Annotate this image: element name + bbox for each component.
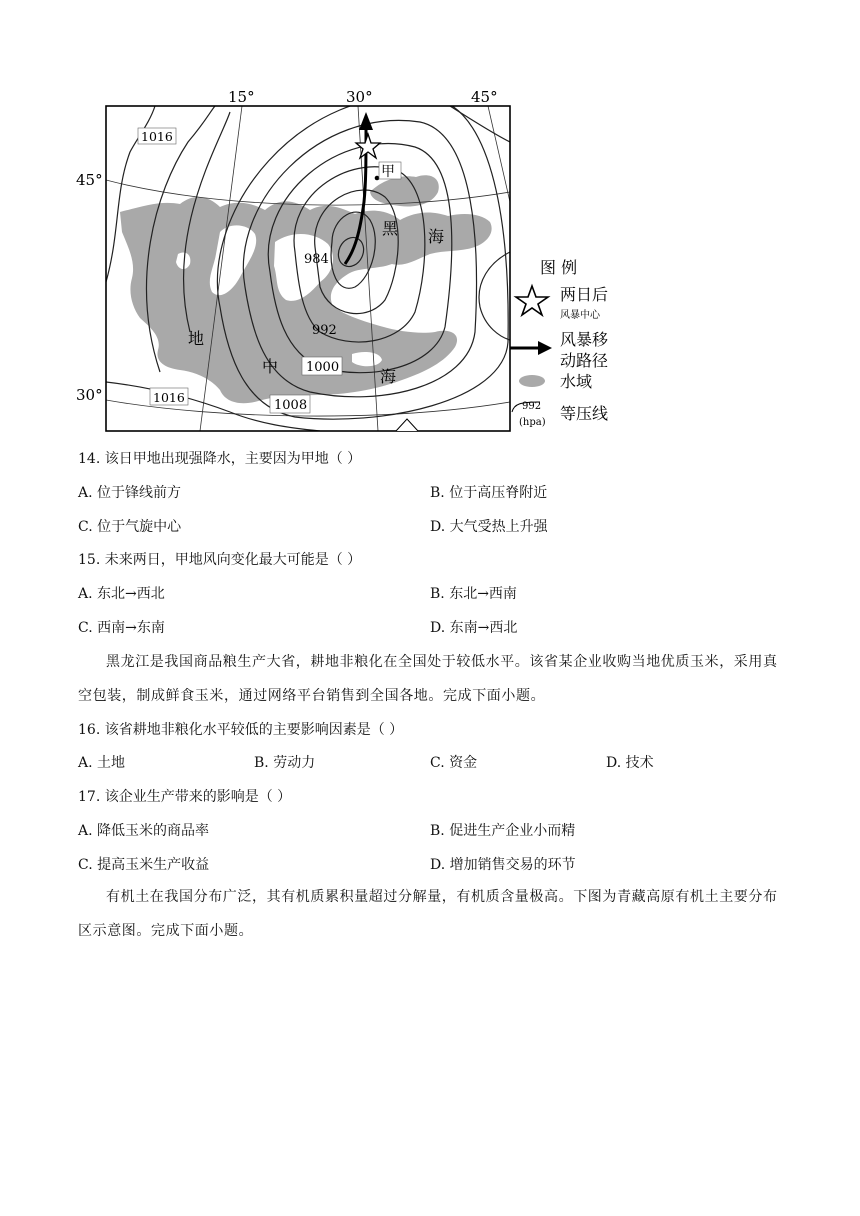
q14-option-c[interactable]: C. 位于气旋中心 (78, 519, 182, 535)
isobar-label-1016-bottom: 1016 (153, 390, 185, 405)
question-17-stem: 17. 该企业生产带来的影响是（ ） (78, 789, 292, 805)
black-sea-label-1: 黑 (382, 219, 399, 238)
isobar-label-1016-top: 1016 (141, 129, 173, 144)
q15-option-b[interactable]: B. 东北→西南 (430, 586, 517, 602)
legend-isobar-value: 992 (522, 401, 542, 412)
q16-option-d[interactable]: D. 技术 (606, 755, 654, 771)
legend-water-swatch (519, 375, 545, 387)
question-16-stem: 16. 该省耕地非粮化水平较低的主要影响因素是（ ） (78, 722, 404, 738)
isobar-label-1000: 1000 (306, 360, 340, 375)
legend-star-line1: 两日后 (560, 285, 609, 304)
isobar-label-984: 984 (304, 252, 329, 267)
isobar-label-1008: 1008 (274, 398, 308, 413)
q14-option-d[interactable]: D. 大气受热上升强 (430, 519, 548, 535)
jia-point (375, 176, 380, 181)
q17-option-b[interactable]: B. 促进生产企业小而精 (430, 823, 576, 839)
legend-isobar-label: 等压线 (560, 404, 609, 423)
question-14-stem: 14. 该日甲地出现强降水，主要因为甲地（ ） (78, 451, 362, 467)
q15-option-d[interactable]: D. 东南→西北 (430, 620, 518, 636)
legend-arrow-line2: 动路径 (560, 351, 609, 370)
lat-label-30: 30° (76, 386, 103, 404)
med-label-2: 中 (262, 357, 279, 376)
q17-option-d[interactable]: D. 增加销售交易的环节 (430, 857, 576, 873)
jia-label: 甲 (381, 164, 395, 180)
med-label-1: 地 (188, 329, 205, 348)
frame-notch (396, 419, 418, 431)
q16-option-c[interactable]: C. 资金 (430, 755, 478, 771)
med-label-3: 海 (380, 367, 397, 386)
question-15-stem: 15. 未来两日，甲地风向变化最大可能是（ ） (78, 552, 362, 568)
q16-option-b[interactable]: B. 劳动力 (254, 755, 316, 771)
map-legend (510, 258, 608, 428)
passage-organic-soil: 有机土在我国分布广泛，其有机质累积量超过分解量，有机质含量极高。下图为青藏高原有机土主要分布区示意图。完成下面小题。 (78, 889, 778, 939)
q17-option-c[interactable]: C. 提高玉米生产收益 (78, 857, 210, 873)
black-sea-label-2: 海 (428, 227, 445, 246)
storm-map-figure (70, 82, 630, 437)
legend-star-icon (516, 286, 548, 315)
q15-option-a[interactable]: A. 东北→西北 (78, 586, 165, 602)
lat-label-45: 45° (76, 171, 103, 189)
lon-label-45: 45° (471, 88, 498, 106)
lon-label-15: 15° (228, 88, 255, 106)
legend-arrow-line1: 风暴移 (560, 330, 609, 349)
q17-option-a[interactable]: A. 降低玉米的商品率 (78, 823, 210, 839)
passage-heilongjiang: 黑龙江是我国商品粮生产大省，耕地非粮化在全国处于较低水平。该省某企业收购当地优质玉米，采用真空包装，制成鲜食玉米，通过网络平台销售到全国各地。完成下面小题。 (78, 654, 778, 704)
q14-option-a[interactable]: A. 位于锋线前方 (78, 485, 182, 501)
storm-path-arrowhead (359, 112, 373, 130)
longitude-line-45 (488, 106, 510, 202)
legend-water-label: 水域 (560, 372, 593, 391)
legend-title: 图 例 (540, 258, 578, 277)
q14-option-b[interactable]: B. 位于高压脊附近 (430, 485, 548, 501)
lon-label-30: 30° (346, 88, 373, 106)
legend-star-line2: 风暴中心 (560, 310, 600, 321)
legend-isobar-unit: (hpa) (519, 417, 546, 428)
legend-arrow-head-icon (538, 341, 552, 355)
isobar-label-992: 992 (312, 323, 337, 338)
q15-option-c[interactable]: C. 西南→东南 (78, 620, 165, 636)
q16-option-a[interactable]: A. 土地 (78, 755, 126, 771)
